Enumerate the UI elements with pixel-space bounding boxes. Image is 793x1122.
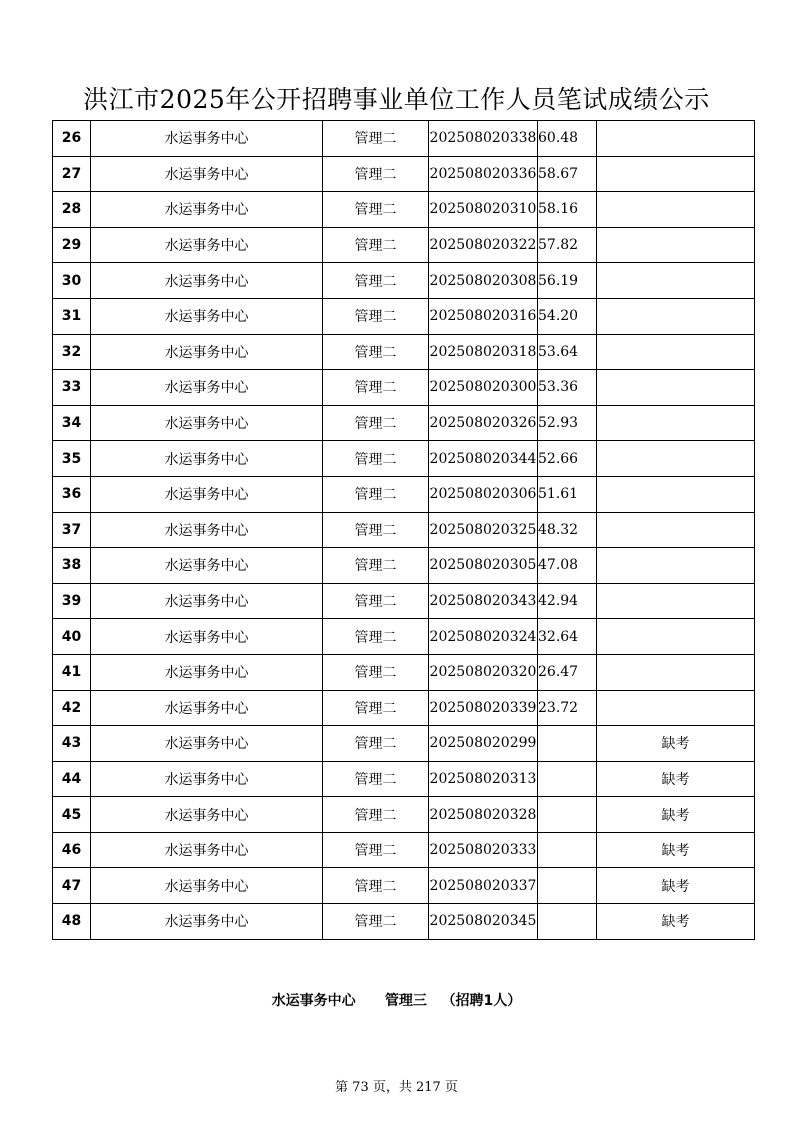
department-cell: 水运事务中心 (91, 476, 323, 512)
row-index: 35 (53, 441, 91, 477)
department-cell: 水运事务中心 (91, 548, 323, 584)
score-cell: 42.94 (538, 583, 597, 619)
score-cell: 26.47 (538, 654, 597, 690)
position-cell: 管理二 (323, 690, 429, 726)
table-row (53, 476, 755, 512)
remark-cell: 缺考 (597, 761, 755, 797)
exam-id-cell: 202508020328 (429, 797, 538, 833)
department-cell: 水运事务中心 (91, 512, 323, 548)
section-position: 管理三 (384, 993, 427, 1009)
remark-cell (597, 227, 755, 263)
remark-cell: 缺考 (597, 904, 755, 940)
department-cell: 水运事务中心 (91, 156, 323, 192)
row-index: 31 (53, 298, 91, 334)
remark-cell (597, 441, 755, 477)
row-index: 29 (53, 227, 91, 263)
remark-cell (597, 583, 755, 619)
remark-cell (597, 156, 755, 192)
score-cell (538, 904, 597, 940)
department-cell: 水运事务中心 (91, 690, 323, 726)
score-cell: 52.66 (538, 441, 597, 477)
exam-id-cell: 202508020345 (429, 904, 538, 940)
row-index: 28 (53, 192, 91, 228)
remark-cell (597, 654, 755, 690)
score-cell: 48.32 (538, 512, 597, 548)
remark-cell (597, 512, 755, 548)
department-cell: 水运事务中心 (91, 263, 323, 299)
exam-id-cell: 202508020322 (429, 227, 538, 263)
score-cell: 60.48 (538, 121, 597, 157)
section-quota: （招聘1人） (441, 993, 522, 1009)
position-cell: 管理二 (323, 512, 429, 548)
table-row (53, 263, 755, 299)
position-cell: 管理二 (323, 263, 429, 299)
row-index: 44 (53, 761, 91, 797)
exam-id-cell: 202508020338 (429, 121, 538, 157)
department-cell: 水运事务中心 (91, 619, 323, 655)
department-cell: 水运事务中心 (91, 298, 323, 334)
row-index: 30 (53, 263, 91, 299)
exam-id-cell: 202508020318 (429, 334, 538, 370)
score-table (52, 120, 755, 940)
position-cell: 管理二 (323, 441, 429, 477)
table-row (53, 334, 755, 370)
position-cell: 管理二 (323, 334, 429, 370)
department-cell: 水运事务中心 (91, 654, 323, 690)
position-cell: 管理二 (323, 121, 429, 157)
department-cell: 水运事务中心 (91, 797, 323, 833)
row-index: 33 (53, 370, 91, 406)
table-row (53, 512, 755, 548)
section-heading (0, 990, 793, 1010)
remark-cell (597, 619, 755, 655)
row-index: 46 (53, 832, 91, 868)
remark-cell (597, 121, 755, 157)
table-row (53, 121, 755, 157)
department-cell: 水运事务中心 (91, 441, 323, 477)
score-cell: 57.82 (538, 227, 597, 263)
exam-id-cell: 202508020306 (429, 476, 538, 512)
table-row (53, 548, 755, 584)
position-cell: 管理二 (323, 797, 429, 833)
score-table-body (53, 121, 755, 940)
department-cell: 水运事务中心 (91, 334, 323, 370)
row-index: 37 (53, 512, 91, 548)
score-cell: 54.20 (538, 298, 597, 334)
score-cell: 53.64 (538, 334, 597, 370)
table-row (53, 690, 755, 726)
exam-id-cell: 202508020300 (429, 370, 538, 406)
position-cell: 管理二 (323, 298, 429, 334)
table-row (53, 192, 755, 228)
remark-cell: 缺考 (597, 797, 755, 833)
remark-cell (597, 192, 755, 228)
department-cell: 水运事务中心 (91, 370, 323, 406)
exam-id-cell: 202508020337 (429, 868, 538, 904)
position-cell: 管理二 (323, 619, 429, 655)
position-cell: 管理二 (323, 227, 429, 263)
score-cell: 23.72 (538, 690, 597, 726)
table-row (53, 156, 755, 192)
exam-id-cell: 202508020320 (429, 654, 538, 690)
exam-id-cell: 202508020310 (429, 192, 538, 228)
position-cell: 管理二 (323, 583, 429, 619)
score-cell: 58.67 (538, 156, 597, 192)
remark-cell: 缺考 (597, 726, 755, 762)
score-cell: 56.19 (538, 263, 597, 299)
remark-cell (597, 476, 755, 512)
table-row (53, 797, 755, 833)
position-cell: 管理二 (323, 726, 429, 762)
score-cell: 47.08 (538, 548, 597, 584)
score-cell (538, 832, 597, 868)
score-cell (538, 761, 597, 797)
exam-id-cell: 202508020325 (429, 512, 538, 548)
row-index: 41 (53, 654, 91, 690)
remark-cell: 缺考 (597, 868, 755, 904)
position-cell: 管理二 (323, 654, 429, 690)
department-cell: 水运事务中心 (91, 726, 323, 762)
row-index: 43 (53, 726, 91, 762)
table-row (53, 370, 755, 406)
remark-cell (597, 263, 755, 299)
remark-cell (597, 334, 755, 370)
exam-id-cell: 202508020305 (429, 548, 538, 584)
exam-id-cell: 202508020343 (429, 583, 538, 619)
table-row (53, 832, 755, 868)
table-row (53, 654, 755, 690)
score-cell: 32.64 (538, 619, 597, 655)
table-row (53, 227, 755, 263)
row-index: 27 (53, 156, 91, 192)
row-index: 38 (53, 548, 91, 584)
exam-id-cell: 202508020308 (429, 263, 538, 299)
exam-id-cell: 202508020344 (429, 441, 538, 477)
exam-id-cell: 202508020299 (429, 726, 538, 762)
position-cell: 管理二 (323, 904, 429, 940)
score-cell: 51.61 (538, 476, 597, 512)
row-index: 42 (53, 690, 91, 726)
row-index: 36 (53, 476, 91, 512)
table-row (53, 868, 755, 904)
position-cell: 管理二 (323, 156, 429, 192)
department-cell: 水运事务中心 (91, 761, 323, 797)
department-cell: 水运事务中心 (91, 832, 323, 868)
page-number: 第 73 页，共 217 页 (335, 1080, 458, 1095)
position-cell: 管理二 (323, 761, 429, 797)
table-row (53, 583, 755, 619)
department-cell: 水运事务中心 (91, 583, 323, 619)
department-cell: 水运事务中心 (91, 227, 323, 263)
score-cell: 58.16 (538, 192, 597, 228)
exam-id-cell: 202508020333 (429, 832, 538, 868)
score-cell (538, 868, 597, 904)
section-dept: 水运事务中心 (271, 993, 356, 1009)
remark-cell: 缺考 (597, 832, 755, 868)
position-cell: 管理二 (323, 548, 429, 584)
row-index: 40 (53, 619, 91, 655)
row-index: 32 (53, 334, 91, 370)
table-row (53, 761, 755, 797)
remark-cell (597, 690, 755, 726)
exam-id-cell: 202508020336 (429, 156, 538, 192)
table-row (53, 619, 755, 655)
row-index: 39 (53, 583, 91, 619)
score-cell: 52.93 (538, 405, 597, 441)
department-cell: 水运事务中心 (91, 405, 323, 441)
position-cell: 管理二 (323, 405, 429, 441)
row-index: 47 (53, 868, 91, 904)
row-index: 26 (53, 121, 91, 157)
position-cell: 管理二 (323, 192, 429, 228)
department-cell: 水运事务中心 (91, 868, 323, 904)
row-index: 34 (53, 405, 91, 441)
position-cell: 管理二 (323, 832, 429, 868)
table-row (53, 298, 755, 334)
remark-cell (597, 370, 755, 406)
exam-id-cell: 202508020324 (429, 619, 538, 655)
department-cell: 水运事务中心 (91, 904, 323, 940)
exam-id-cell: 202508020313 (429, 761, 538, 797)
department-cell: 水运事务中心 (91, 192, 323, 228)
department-cell: 水运事务中心 (91, 121, 323, 157)
remark-cell (597, 405, 755, 441)
row-index: 48 (53, 904, 91, 940)
table-row (53, 904, 755, 940)
score-cell (538, 726, 597, 762)
remark-cell (597, 548, 755, 584)
position-cell: 管理二 (323, 476, 429, 512)
table-row (53, 441, 755, 477)
score-cell: 53.36 (538, 370, 597, 406)
page-title: 洪江市2025年公开招聘事业单位工作人员笔试成绩公示 (83, 85, 710, 114)
table-row (53, 405, 755, 441)
remark-cell (597, 298, 755, 334)
score-cell (538, 797, 597, 833)
row-index: 45 (53, 797, 91, 833)
position-cell: 管理二 (323, 868, 429, 904)
exam-id-cell: 202508020339 (429, 690, 538, 726)
exam-id-cell: 202508020316 (429, 298, 538, 334)
position-cell: 管理二 (323, 370, 429, 406)
exam-id-cell: 202508020326 (429, 405, 538, 441)
table-row (53, 726, 755, 762)
